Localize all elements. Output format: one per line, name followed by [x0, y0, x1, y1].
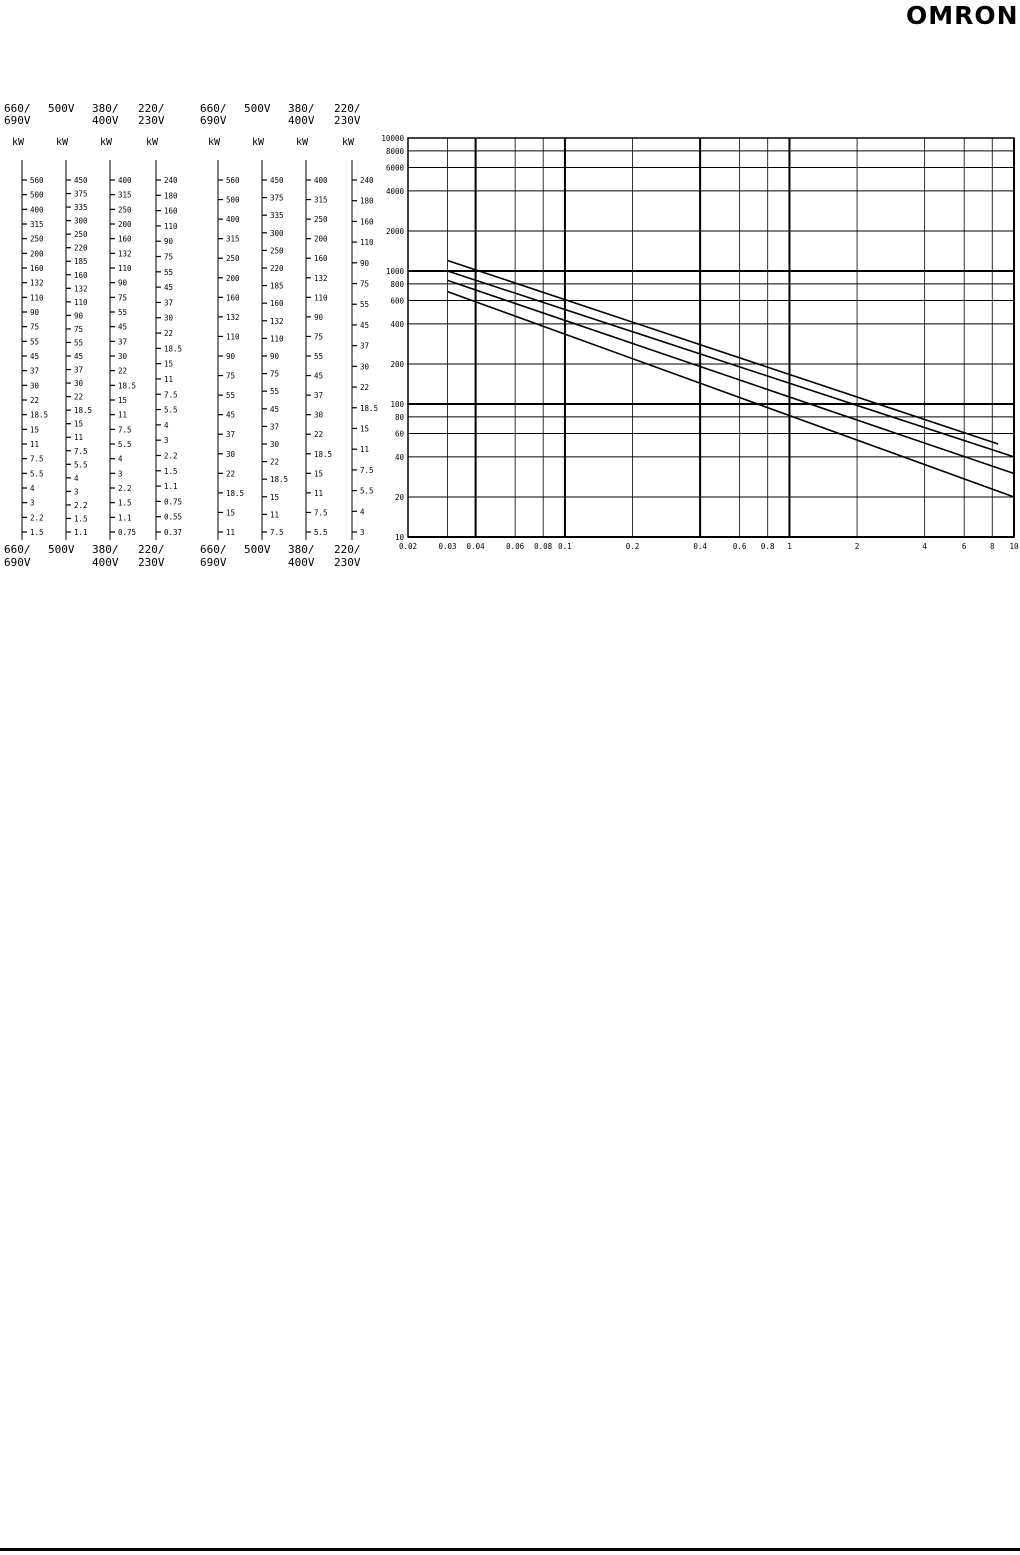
right-col0-tick-label: 55	[226, 391, 236, 401]
left-col1-tick-label: 110	[74, 297, 88, 307]
left-col2-voltage-top: 380/	[92, 102, 119, 115]
left-col0-tick-label: 37	[30, 366, 40, 376]
y-tick-label: 10	[394, 533, 404, 542]
x-tick-label: 8	[989, 542, 995, 551]
left-col3-tick-label: 75	[164, 252, 174, 262]
right-col3-bottom-voltage-top: 220/	[334, 543, 361, 556]
right-col0-tick-label: 560	[226, 176, 240, 185]
right-col2-tick-label: 315	[314, 195, 328, 205]
x-tick-label: 0.8	[760, 542, 775, 551]
left-col2-tick-label: 90	[118, 278, 128, 288]
left-col0-tick-label: 3	[30, 498, 35, 508]
x-tick-label: 6	[961, 542, 967, 551]
right-col3-tick-label: 18.5	[360, 403, 379, 413]
right-col3-tick-label: 55	[360, 300, 370, 310]
left-col1-voltage-top: 500V	[48, 102, 75, 115]
right-col2-tick-label: 90	[314, 312, 324, 322]
x-tick-label: 0.03	[438, 542, 457, 551]
right-col0-tick-label: 90	[226, 352, 236, 361]
right-col1-tick-label: 37	[270, 422, 280, 432]
y-tick-label: 600	[390, 296, 404, 306]
right-col3-tick-label: 37	[360, 341, 370, 351]
right-col3-bottom-voltage-bottom: 230V	[334, 556, 361, 569]
y-tick-label: 40	[394, 452, 404, 462]
right-col0-tick-label: 45	[226, 410, 236, 420]
right-col2-tick-label: 30	[314, 410, 324, 420]
right-col1-tick-label: 220	[270, 264, 284, 273]
left-col2-bottom-voltage-bottom: 400V	[92, 556, 119, 569]
right-col3-tick-label: 11	[360, 445, 370, 455]
right-col1-tick-label: 335	[270, 211, 284, 221]
left-col2-tick-label: 22	[118, 366, 128, 376]
left-col2-tick-label: 45	[118, 322, 128, 332]
y-tick-label: 8000	[385, 146, 404, 156]
right-col2-voltage-top: 380/	[288, 102, 315, 115]
right-col0-tick-label: 11	[226, 528, 236, 537]
left-col0-tick-label: 250	[30, 234, 44, 244]
left-col0-tick-label: 160	[30, 264, 44, 273]
left-col3-voltage-top: 220/	[138, 102, 165, 115]
page-bottom-rule	[0, 1548, 1020, 1551]
left-col0-tick-label: 22	[30, 396, 40, 405]
left-col3-tick-label: 3	[164, 436, 169, 446]
x-tick-label: 0.4	[693, 542, 707, 551]
left-col3-voltage-bottom: 230V	[138, 114, 165, 127]
left-col2-tick-label: 3	[118, 469, 123, 479]
right-col0-bottom-voltage-top: 660/	[200, 543, 227, 556]
right-col1-tick-label: 11	[270, 510, 280, 520]
omron-logo: OMRON	[906, 1, 1019, 30]
x-tick-label: 10	[1009, 542, 1019, 551]
left-col2-tick-label: 0.75	[118, 528, 137, 537]
right-col2-tick-label: 15	[314, 469, 324, 479]
right-col0-tick-label: 110	[226, 332, 240, 342]
left-col0-tick-label: 5.5	[30, 469, 44, 479]
x-tick-label: 0.08	[534, 542, 553, 551]
right-col0-tick-label: 315	[226, 234, 240, 244]
x-tick-label: 0.6	[732, 542, 747, 551]
right-col3-tick-label: 90	[360, 258, 370, 268]
right-col3-tick-label: 4	[360, 507, 365, 517]
y-tick-label: 1000	[385, 267, 404, 276]
right-col0-tick-label: 15	[226, 508, 236, 518]
left-col0-bottom-voltage-bottom: 690V	[4, 556, 31, 569]
plot-frame	[408, 138, 1014, 537]
left-col3-tick-label: 15	[164, 359, 174, 369]
left-col1-tick-label: 300	[74, 216, 88, 226]
right-col1-voltage-top: 500V	[244, 102, 271, 115]
left-col1-tick-label: 2.2	[74, 500, 88, 510]
left-col0-tick-label: 15	[30, 425, 40, 435]
right-col0-tick-label: 30	[226, 449, 236, 459]
left-col1-tick-label: 1.5	[74, 514, 88, 524]
left-col2-tick-label: 5.5	[118, 440, 132, 449]
y-tick-label: 6000	[385, 163, 404, 173]
left-col0-tick-label: 315	[30, 220, 44, 229]
left-col1-tick-label: 75	[74, 324, 84, 334]
left-col3-tick-label: 240	[164, 176, 178, 185]
left-col3-tick-label: 22	[164, 329, 174, 339]
right-col1-tick-label: 18.5	[270, 475, 289, 485]
left-col2-tick-label: 1.1	[118, 513, 132, 523]
left-col3-tick-label: 110	[164, 221, 178, 231]
right-col0-tick-label: 250	[226, 254, 240, 264]
right-col3-tick-label: 45	[360, 320, 370, 330]
left-col1-tick-label: 375	[74, 189, 88, 199]
left-col2-tick-label: 250	[118, 205, 132, 215]
right-col3-tick-label: 180	[360, 196, 374, 206]
left-col2-tick-label: 37	[118, 337, 128, 347]
left-col2-tick-label: 132	[118, 249, 132, 259]
right-col1-tick-label: 30	[270, 440, 280, 449]
left-col0-tick-label: 110	[30, 293, 44, 303]
series-line-3	[448, 280, 1014, 473]
right-col0-tick-label: 18.5	[226, 488, 245, 498]
left-col0-tick-label: 400	[30, 205, 44, 215]
left-col3-tick-label: 55	[164, 267, 174, 277]
right-col1-tick-label: 132	[270, 316, 284, 326]
left-col1-tick-label: 11	[74, 433, 84, 443]
left-col0-tick-label: 2.2	[30, 513, 44, 523]
left-col1-tick-label: 3	[74, 487, 79, 497]
right-col1-tick-label: 7.5	[270, 528, 284, 537]
right-col0-tick-label: 500	[226, 195, 240, 205]
right-col3-tick-label: 22	[360, 383, 370, 393]
right-col2-bottom-voltage-bottom: 400V	[288, 556, 315, 569]
left-col3-tick-label: 4	[164, 420, 169, 430]
right-col2-tick-label: 45	[314, 371, 324, 381]
y-tick-label: 400	[390, 319, 404, 329]
right-col3-voltage-bottom: 230V	[334, 114, 361, 127]
left-col3-tick-label: 11	[164, 374, 174, 384]
right-col3-tick-label: 160	[360, 217, 374, 227]
left-col1-tick-label: 450	[74, 176, 88, 185]
right-col0-tick-label: 132	[226, 312, 240, 322]
right-col2-voltage-bottom: 400V	[288, 114, 315, 127]
right-col0-tick-label: 400	[226, 215, 240, 225]
left-col0-tick-label: 500	[30, 190, 44, 200]
left-col0-tick-label: 1.5	[30, 528, 44, 537]
right-col2-tick-label: 11	[314, 488, 324, 498]
left-col2-tick-label: 315	[118, 190, 132, 200]
y-tick-label: 800	[390, 279, 404, 289]
left-col3-tick-label: 0.75	[164, 497, 183, 507]
left-col1-tick-label: 90	[74, 311, 84, 321]
left-col3-tick-label: 160	[164, 206, 178, 216]
right-col2-tick-label: 18.5	[314, 449, 333, 459]
right-col3-tick-label: 240	[360, 176, 374, 185]
left-col3-tick-label: 90	[164, 237, 174, 247]
left-col1-tick-label: 15	[74, 419, 84, 429]
right-col1-tick-label: 75	[270, 369, 280, 379]
y-tick-label: 100	[390, 400, 404, 409]
x-tick-label: 0.06	[506, 542, 525, 551]
left-col0-tick-label: 7.5	[30, 454, 44, 464]
left-col3-tick-label: 45	[164, 283, 174, 293]
y-tick-label: 4000	[385, 186, 404, 196]
right-col2-tick-label: 110	[314, 293, 328, 303]
right-col2-bottom-voltage-top: 380/	[288, 543, 315, 556]
left-col2-tick-label: 200	[118, 220, 132, 229]
left-col0-tick-label: 560	[30, 176, 44, 185]
right-col1-tick-label: 185	[270, 281, 284, 291]
left-col2-tick-label: 400	[118, 176, 132, 185]
right-col0-voltage-bottom: 690V	[200, 114, 227, 127]
left-col1-tick-label: 132	[74, 284, 88, 294]
y-tick-label: 60	[394, 429, 404, 439]
left-col3-tick-label: 0.37	[164, 528, 183, 537]
left-col1-tick-label: 22	[74, 392, 84, 402]
left-col1-tick-label: 45	[74, 352, 84, 361]
left-col2-tick-label: 15	[118, 396, 128, 405]
x-tick-label: 1	[787, 542, 792, 551]
left-col1-tick-label: 30	[74, 379, 84, 389]
left-col0-tick-label: 200	[30, 249, 44, 259]
left-col2-unit: kW	[100, 137, 113, 148]
right-col2-tick-label: 200	[314, 234, 328, 244]
left-col1-tick-label: 250	[74, 230, 88, 240]
right-col0-tick-label: 22	[226, 469, 236, 479]
right-col1-tick-label: 160	[270, 299, 284, 309]
right-col3-tick-label: 3	[360, 528, 365, 537]
left-col1-tick-label: 185	[74, 257, 88, 267]
right-col0-voltage-top: 660/	[200, 102, 227, 115]
left-col0-tick-label: 45	[30, 352, 40, 361]
right-col3-tick-label: 75	[360, 279, 370, 289]
right-col1-tick-label: 450	[270, 176, 284, 185]
y-tick-label: 80	[394, 412, 404, 422]
left-col0-tick-label: 30	[30, 381, 40, 391]
left-col0-tick-label: 11	[30, 440, 40, 449]
right-col2-tick-label: 160	[314, 254, 328, 264]
right-col0-tick-label: 37	[226, 430, 236, 440]
left-col0-tick-label: 18.5	[30, 410, 49, 420]
left-col2-bottom-voltage-top: 380/	[92, 543, 119, 556]
y-tick-label: 200	[390, 359, 404, 369]
right-col2-tick-label: 37	[314, 391, 324, 401]
series-line-4	[448, 292, 1014, 497]
right-col2-tick-label: 5.5	[314, 528, 328, 537]
left-col0-tick-label: 132	[30, 278, 44, 288]
left-col1-tick-label: 335	[74, 203, 88, 213]
left-col1-tick-label: 7.5	[74, 446, 88, 456]
right-col2-unit: kW	[296, 137, 309, 148]
left-col1-tick-label: 55	[74, 338, 84, 348]
right-col3-voltage-top: 220/	[334, 102, 361, 115]
y-tick-label: 2000	[385, 226, 404, 236]
left-col0-tick-label: 75	[30, 322, 40, 332]
left-col2-tick-label: 30	[118, 352, 128, 361]
left-col3-tick-label: 180	[164, 191, 178, 201]
left-col3-bottom-voltage-top: 220/	[138, 543, 165, 556]
right-col1-tick-label: 110	[270, 334, 284, 344]
right-col2-tick-label: 400	[314, 176, 328, 185]
left-col2-tick-label: 7.5	[118, 425, 132, 435]
left-col2-tick-label: 1.5	[118, 498, 132, 508]
right-col2-tick-label: 55	[314, 352, 324, 361]
left-col1-tick-label: 37	[74, 365, 84, 375]
x-tick-label: 0.2	[625, 542, 640, 551]
left-col2-tick-label: 18.5	[118, 381, 137, 391]
right-col1-tick-label: 250	[270, 246, 284, 256]
left-col2-tick-label: 2.2	[118, 484, 132, 493]
left-col3-tick-label: 30	[164, 313, 174, 323]
left-col1-tick-label: 4	[74, 473, 79, 483]
right-col3-tick-label: 110	[360, 238, 374, 248]
right-col2-tick-label: 7.5	[314, 508, 328, 518]
right-col1-unit: kW	[252, 137, 265, 148]
left-col2-voltage-bottom: 400V	[92, 114, 119, 127]
left-col3-tick-label: 5.5	[164, 405, 178, 415]
left-col1-tick-label: 18.5	[74, 406, 93, 416]
left-col1-tick-label: 220	[74, 243, 88, 253]
left-col0-voltage-top: 660/	[4, 102, 31, 115]
log-log-chart	[0, 0, 1020, 580]
left-col2-tick-label: 75	[118, 293, 128, 303]
right-col3-tick-label: 7.5	[360, 465, 374, 475]
left-col3-bottom-voltage-bottom: 230V	[138, 556, 165, 569]
left-col3-tick-label: 2.2	[164, 451, 178, 461]
left-col1-tick-label: 1.1	[74, 528, 88, 537]
right-col0-unit: kW	[208, 137, 221, 148]
right-col2-tick-label: 132	[314, 273, 328, 283]
right-col3-unit: kW	[342, 137, 355, 148]
y-tick-label: 10000	[381, 134, 404, 143]
left-col2-tick-label: 4	[118, 454, 123, 464]
left-col2-tick-label: 55	[118, 308, 128, 317]
right-col1-tick-label: 300	[270, 228, 284, 238]
right-col2-tick-label: 250	[314, 215, 328, 225]
left-col0-tick-label: 4	[30, 484, 35, 493]
left-col2-tick-label: 11	[118, 410, 128, 420]
x-tick-label: 0.1	[558, 542, 572, 551]
left-col2-tick-label: 160	[118, 234, 132, 244]
right-col1-tick-label: 375	[270, 193, 284, 203]
right-col3-tick-label: 15	[360, 424, 370, 434]
left-col0-tick-label: 90	[30, 308, 40, 317]
right-col0-bottom-voltage-bottom: 690V	[200, 556, 227, 569]
left-col0-voltage-bottom: 690V	[4, 114, 31, 127]
right-col3-tick-label: 30	[360, 362, 370, 372]
left-col3-tick-label: 7.5	[164, 390, 178, 400]
x-tick-label: 4	[922, 542, 927, 551]
right-col1-tick-label: 22	[270, 457, 280, 467]
left-col3-tick-label: 18.5	[164, 344, 183, 354]
right-col1-tick-label: 45	[270, 404, 280, 414]
left-col3-tick-label: 37	[164, 298, 174, 308]
right-col1-tick-label: 15	[270, 492, 280, 502]
x-tick-label: 2	[854, 542, 860, 551]
right-col0-tick-label: 200	[226, 273, 240, 283]
y-tick-label: 20	[394, 492, 404, 502]
left-col3-tick-label: 0.55	[164, 512, 183, 522]
left-col0-unit: kW	[12, 137, 25, 148]
right-col1-tick-label: 55	[270, 387, 280, 397]
right-col0-tick-label: 160	[226, 293, 240, 303]
left-col0-bottom-voltage-top: 660/	[4, 543, 31, 556]
right-col0-tick-label: 75	[226, 371, 236, 381]
left-col3-tick-label: 1.1	[164, 482, 178, 492]
left-col1-bottom-voltage-top: 500V	[48, 543, 75, 556]
right-col2-tick-label: 22	[314, 430, 324, 440]
left-col1-unit: kW	[56, 137, 69, 148]
left-col3-unit: kW	[146, 137, 159, 148]
right-col1-bottom-voltage-top: 500V	[244, 543, 271, 556]
left-col1-tick-label: 5.5	[74, 460, 88, 470]
right-col3-tick-label: 5.5	[360, 486, 374, 496]
right-col2-tick-label: 75	[314, 332, 324, 342]
x-tick-label: 0.04	[466, 542, 485, 551]
left-col3-tick-label: 1.5	[164, 466, 178, 476]
x-tick-label: 0.02	[398, 542, 418, 551]
left-col0-tick-label: 55	[30, 337, 40, 347]
left-col1-tick-label: 160	[74, 270, 88, 280]
left-col2-tick-label: 110	[118, 264, 132, 273]
right-col1-tick-label: 90	[270, 352, 280, 361]
